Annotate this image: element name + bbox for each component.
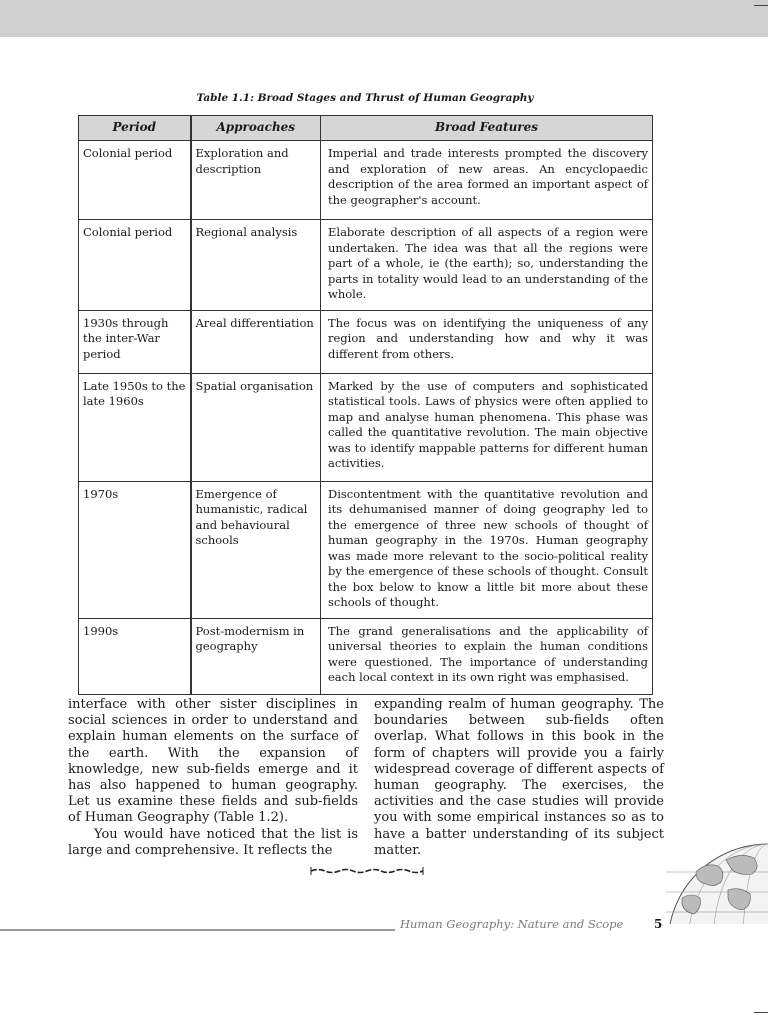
- globe-map-icon: [666, 842, 768, 924]
- cell-approach: Spatial organisation: [191, 373, 321, 481]
- page-number: 5: [654, 917, 663, 931]
- table-row: [79, 141, 653, 220]
- cell-features: Imperial and trade interests prompted the discovery and exploration of new areas. An encyclopaedic description of the area formed an important aspect of the geographer's account.: [321, 141, 653, 220]
- cell-features: The focus was on identifying the uniqueness of any region and understanding how and why it was different from others.: [321, 310, 653, 373]
- crop-mark: [754, 5, 768, 6]
- body-column-left: [68, 697, 358, 859]
- header-broad-features: Broad Features: [321, 116, 653, 141]
- table-row: [79, 310, 653, 373]
- stages-table: [78, 115, 653, 695]
- cell-approach: Areal differentiation: [191, 310, 321, 373]
- footer-title: Human Geography: Nature and Scope: [400, 917, 624, 931]
- footer-rule: [0, 929, 395, 931]
- table-caption: Table 1.1: Broad Stages and Thrust of Human Geography: [196, 92, 534, 104]
- header-approaches: Approaches: [191, 116, 321, 141]
- cell-features: Discontentment with the quantitative revolution and its dehumanised manner of doing geography led to the emergence of three new schools of thought of human geography in the 1970s. Human geography was made more relevant to the socio-political reality by the emergence of these schools of thought. Consult the box below to know a little bit more about these schools of thought.: [321, 481, 653, 618]
- table-row: [79, 618, 653, 694]
- table-header-row: [79, 116, 653, 141]
- cell-period: Late 1950s to the late 1960s: [79, 373, 191, 481]
- crop-mark: [754, 1012, 768, 1013]
- paragraph: expanding realm of human geography. The boundaries between sub-fields often overlap. What follows in this book in the form of chapters will provide you a fairly widespread coverage of different aspects of human geography. The exercises, the activities and the case studies will provide you with some empirical instances so as to have a batter understanding of its subject matter.: [374, 697, 664, 858]
- cell-features: Elaborate description of all aspects of a region were undertaken. The idea was that all the regions were part of a whole, ie (the earth); so, understanding the parts in totality would lead to an understanding of the whole.: [321, 220, 653, 311]
- body-text: [68, 697, 664, 859]
- cell-period: 1930s through the inter-War period: [79, 310, 191, 373]
- cell-period: 1970s: [79, 481, 191, 618]
- cell-approach: Emergence of humanistic, radical and behavioural schools: [191, 481, 321, 618]
- table-row: [79, 220, 653, 311]
- paragraph: You would have noticed that the list is large and comprehensive. It reflects the: [68, 826, 358, 858]
- cell-period: Colonial period: [79, 141, 191, 220]
- top-band: [0, 0, 768, 37]
- cell-features: The grand generalisations and the applicability of universal theories to explain the human conditions were questioned. The importance of understanding each local context in its own right was emphasised.: [321, 618, 653, 694]
- section-divider-ornament: [310, 866, 424, 876]
- cell-approach: Regional analysis: [191, 220, 321, 311]
- table-row: [79, 481, 653, 618]
- body-column-right: [374, 697, 664, 859]
- header-period: Period: [79, 116, 191, 141]
- table-row: [79, 373, 653, 481]
- paragraph: interface with other sister disciplines in social sciences in order to understand and explain human elements on the surface of the earth. With the expansion of knowledge, new sub-fields emerge and it has also happened to human geography. Let us examine these fields and sub-fields of Human Geography (Table 1.2).: [68, 697, 358, 826]
- cell-approach: Post-modernism in geography: [191, 618, 321, 694]
- cell-approach: Exploration and description: [191, 141, 321, 220]
- cell-period: 1990s: [79, 618, 191, 694]
- cell-features: Marked by the use of computers and sophisticated statistical tools. Laws of physics were often applied to map and analyse human phenomena. This phase was called the quantitative revolution. The main objective was to identify mappable patterns for different human activities.: [321, 373, 653, 481]
- cell-period: Colonial period: [79, 220, 191, 311]
